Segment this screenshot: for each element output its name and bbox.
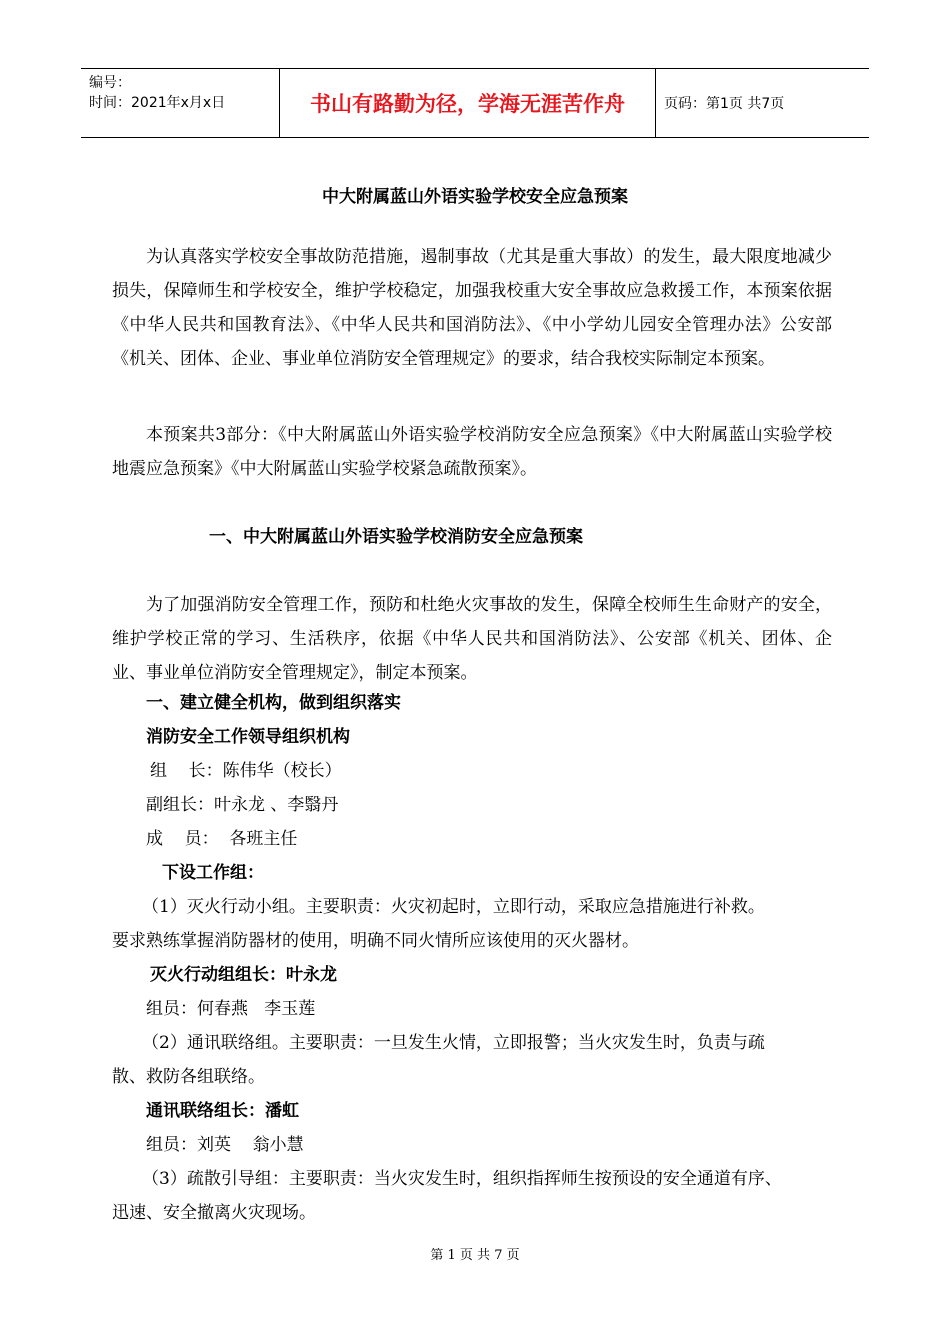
- vice-leader-line: 副组长：叶永龙 、李翳丹: [146, 795, 339, 815]
- group3-desc-line2: 迅速、安全撤离火灾现场。: [112, 1203, 316, 1223]
- members-line: 成 员： 各班主任: [146, 829, 298, 849]
- header-page-info: 页码：第1页 共7页: [664, 96, 785, 112]
- date-label: 时间：2021年x月x日: [89, 95, 226, 111]
- group1-desc-line1: （1）灭火行动小组。主要职责：火灾初起时，立即行动，采取应急措施进行补救。: [142, 897, 765, 917]
- intro-paragraph-1: 为认真落实学校安全事故防范措施，遏制事故（尤其是重大事故）的发生，最大限度地减少损失，保障师生和学校安全，维护学校稳定，加强我校重大安全事故应急救援工作，本预案依据《中华人民共和国教育法》、《中华人民共和国消防法》、《中小学幼儿园安全管理办法》公安部《机关、团体、企业、事业单位消防安全管理规定》的要求，结合我校实际制定本预案。: [112, 247, 832, 369]
- header-motto: 书山有路勤为径，学海无涯苦作舟: [280, 69, 656, 137]
- heading-organization: 一、建立健全机构，做到组织落实: [146, 693, 401, 713]
- section-1-title: 一、中大附属蓝山外语实验学校消防安全应急预案: [209, 527, 583, 547]
- page-header: [81, 68, 869, 138]
- group1-desc-line2: 要求熟练掌握消防器材的使用，明确不同火情所应该使用的灭火器材。: [112, 931, 639, 951]
- header-meta: [81, 69, 280, 137]
- number-label: 编号：: [89, 75, 131, 91]
- intro-paragraph-2: 本预案共3部分：《中大附属蓝山外语实验学校消防安全应急预案》《中大附属蓝山实验学校地震应急预案》《中大附属蓝山实验学校紧急疏散预案》。: [112, 425, 832, 479]
- section-1-paragraph: 为了加强消防安全管理工作，预防和杜绝火灾事故的发生，保障全校师生生命财产的安全，维护学校正常的学习、生活秩序，依据《中华人民共和国消防法》、公安部《机关、团体、企业、事业单位消防安全管理规定》，制定本预案。: [112, 595, 832, 683]
- heading-leadership: 消防安全工作领导组织机构: [146, 727, 350, 747]
- group1-leader: 灭火行动组组长：叶永龙: [150, 965, 337, 985]
- group2-leader: 通讯联络组长：潘虹: [146, 1101, 299, 1121]
- group3-desc-line1: （3）疏散引导组：主要职责：当火灾发生时，组织指挥师生按预设的安全通道有序、: [142, 1169, 782, 1189]
- leader-line: 组 长：陈伟华（校长）: [150, 761, 342, 781]
- page-footer: 第 1 页 共 7 页: [430, 1248, 520, 1263]
- group1-members: 组员：何春燕 李玉莲: [146, 999, 316, 1019]
- group2-desc-line2: 散、救防各组联络。: [112, 1067, 265, 1087]
- group2-desc-line1: （2）通讯联络组。主要职责：一旦发生火情，立即报警；当火灾发生时，负责与疏: [142, 1033, 765, 1053]
- subgroups-heading: 下设工作组：: [162, 863, 264, 883]
- document-title: 中大附属蓝山外语实验学校安全应急预案: [322, 187, 628, 207]
- group2-members: 组员：刘英 翁小慧: [146, 1135, 304, 1155]
